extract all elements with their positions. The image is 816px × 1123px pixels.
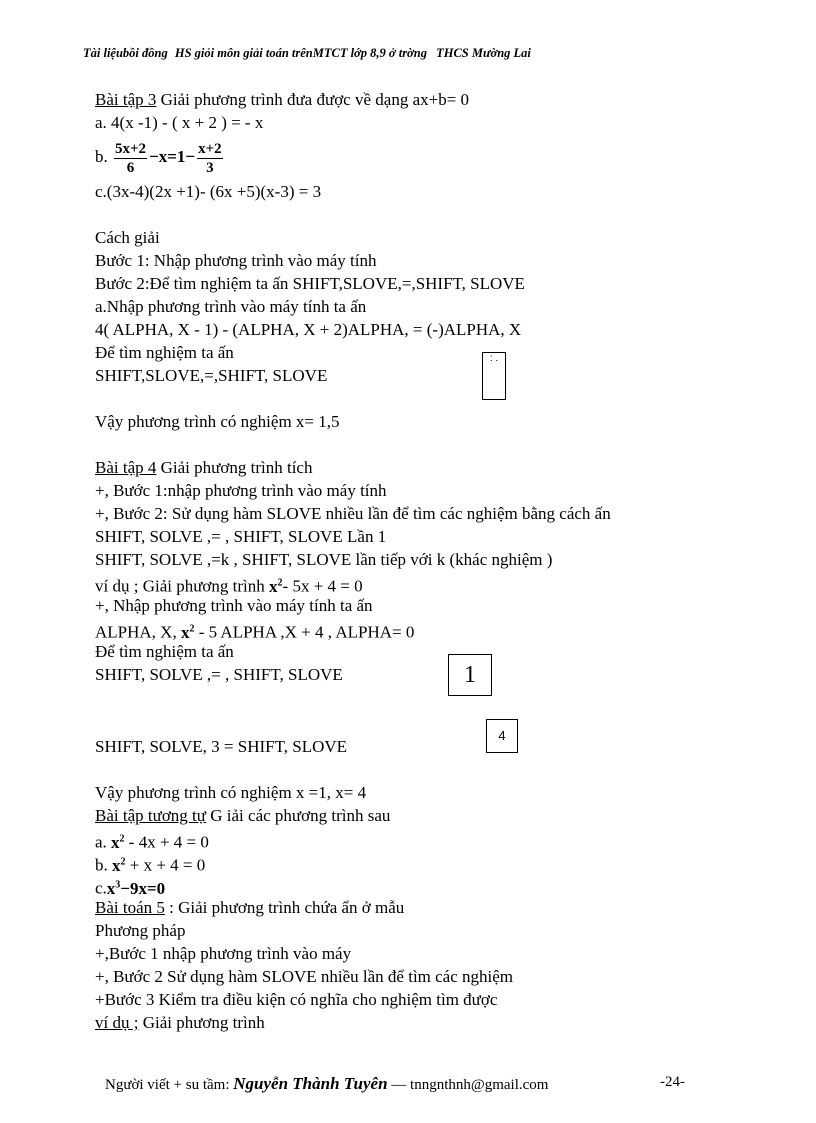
bt4-example-rest: - 5x + 4 = 0 (282, 576, 363, 596)
bt4-shift-2: SHIFT, SOLVE, 3 = SHIFT, SLOVE (95, 737, 348, 756)
bt5-example-rest: Giải phương trình (138, 1013, 265, 1032)
fraction-2 (197, 140, 223, 177)
page-header (83, 46, 531, 61)
page-footer (105, 1074, 685, 1094)
bt3-b-mid: −x=1− (149, 147, 196, 166)
header-part-3: THCS Mường Lai (436, 46, 531, 60)
bt4-line-4: SHIFT, SOLVE ,=k , SHIFT, SLOVE lần tiếp với k (khác nghiệm ) (95, 550, 553, 569)
bt5-line-3: +Bước 3 Kiểm tra điều kiện có nghĩa cho nghiệm tìm được (95, 990, 498, 1009)
bt4-example-text: ví dụ ; Giải phương trình (95, 576, 270, 596)
bt3-item-b (95, 134, 775, 180)
similar-title-rest: G iải các phương trình sau (206, 806, 391, 825)
bt5-method: Phương pháp (95, 921, 186, 940)
author-name: Nguyễn Thành Tuyên (233, 1074, 388, 1093)
similar-item-c: $c.x^3-9x=0$ (95, 878, 166, 898)
bt3-item-a: a. 4(x -1) - ( x + 2 ) = - x (95, 113, 264, 132)
page-number: -24- (660, 1074, 685, 1090)
bt3-title: Bài tập 3 (95, 90, 157, 109)
bt3-title-rest: Giải phương trình đưa được về dạng ax+b= 0 (156, 90, 470, 109)
bt5-line-1: +,Bước 1 nhập phương trình vào máy (95, 944, 352, 963)
box-1-content: : . (489, 353, 499, 364)
bt5-example-label: ví dụ ; (95, 1013, 139, 1032)
bt4-find: Để tìm nghiệm ta ấn (95, 642, 234, 661)
similar-title: Bài tập tương tự (95, 806, 206, 825)
bt3-item-c: c.(3x-4)(2x +1)- (6x +5)(x-3) = 3 (95, 182, 322, 201)
similar-item-a: a. $x^2 - 4x + 4 = 0$ (95, 832, 209, 852)
bt5-example (95, 1011, 775, 1034)
bt3-b-prefix: b. (95, 147, 108, 166)
bt4-example (95, 571, 775, 594)
bt4-shift-1: SHIFT, SOLVE ,= , SHIFT, SLOVE (95, 665, 343, 684)
method-keys: 4( ALPHA, X - 1) - (ALPHA, X + 2)ALPHA, = (-)ALPHA, X (95, 320, 522, 339)
method-step-2: Bước 2:Để tìm nghiệm ta ấn SHIFT,SLOVE,=,SHIFT, SLOVE (95, 274, 525, 293)
fraction-1-numerator: 5x+2 (115, 140, 147, 157)
fraction-1-denominator: 6 (126, 159, 135, 176)
bt4-example-var: $x^2$ (269, 576, 283, 596)
method-shift: SHIFT,SLOVE,=,SHIFT, SLOVE (95, 366, 328, 385)
calculator-screen-box-2 (448, 654, 492, 696)
bt5-line-2: +, Bước 2 Sử dụng hàm SLOVE nhiều lần để tìm các nghiệm (95, 967, 514, 986)
bt4-result: Vậy phương trình có nghiệm x =1, x= 4 (95, 783, 367, 802)
method-title: Cách giải (95, 228, 160, 247)
bt3-heading (95, 88, 775, 111)
method-a-input: a.Nhập phương trình vào máy tính ta ấn (95, 297, 367, 316)
calculator-screen-box-1 (482, 352, 506, 400)
similar-heading (95, 804, 775, 827)
fraction-2-numerator: x+2 (198, 140, 222, 157)
bt4-title: Bài tập 4 (95, 458, 157, 477)
bt4-keys (95, 617, 775, 640)
author-email: — tnngnthnh@gmail.com (387, 1077, 549, 1093)
bt4-line-1: +, Bước 1:nhập phương trình vào máy tính (95, 481, 387, 500)
bt4-keys-text: ALPHA, X, (95, 622, 181, 642)
fraction-1 (114, 140, 147, 177)
bt4-line-2: +, Bước 2: Sử dụng hàm SLOVE nhiều lần để tìm các nghiệm bằng cách ấn (95, 504, 611, 523)
bt5-heading (95, 896, 775, 919)
similar-item-b: b. $x^2 + x + 4 = 0$ (95, 855, 206, 875)
fraction-2-denominator: 3 (206, 159, 214, 176)
document-body (95, 88, 775, 1034)
header-part-1: Tài liệubồi đồng (83, 46, 168, 60)
header-part-2: HS giỏi môn giải toán trênMTCT lớp 8,9 ở trờng (174, 46, 427, 60)
bt4-line-6: +, Nhập phương trình vào máy tính ta ấn (95, 596, 373, 615)
bt5-title: Bài toán 5 (95, 898, 165, 917)
method-result: Vậy phương trình có nghiệm x= 1,5 (95, 412, 340, 431)
bt5-title-rest: : Giải phương trình chứa ẩn ở mẫu (164, 898, 405, 917)
bt4-title-rest: Giải phương trình tích (156, 458, 313, 477)
box-2-content: 1 (464, 662, 476, 688)
footer-prefix: Người viết + su tầm: (105, 1077, 234, 1093)
bt4-keys-var: $x^2$ (180, 622, 195, 642)
bt4-line-3: SHIFT, SOLVE ,= , SHIFT, SLOVE Lần 1 (95, 527, 387, 546)
calculator-screen-box-3 (486, 719, 518, 753)
bt4-heading (95, 456, 775, 479)
method-step-1: Bước 1: Nhập phương trình vào máy tính (95, 251, 377, 270)
method-find: Để tìm nghiệm ta ấn (95, 343, 234, 362)
bt4-keys-rest: - 5 ALPHA ,X + 4 , ALPHA= 0 (194, 622, 415, 642)
box-3-content: 4 (498, 728, 506, 743)
